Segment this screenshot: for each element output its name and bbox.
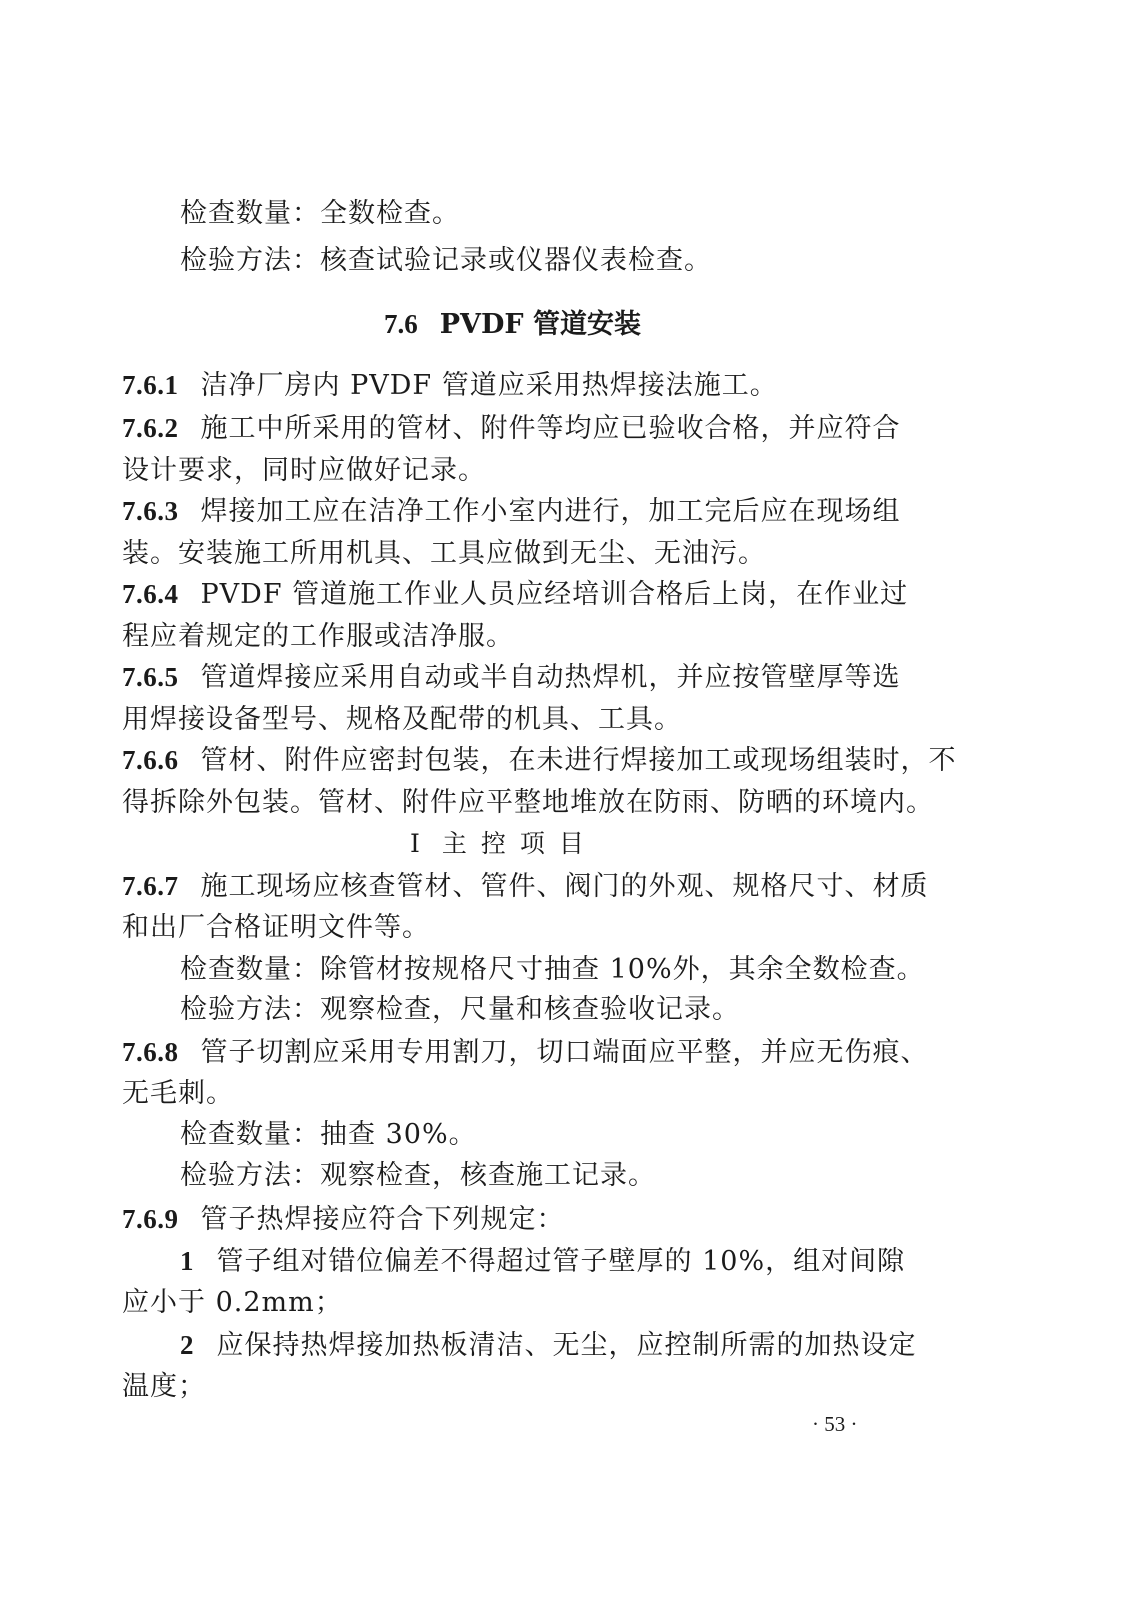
clause-7-6-9-item-2-continued: 温度； — [122, 1371, 206, 1402]
clause-number: 7.6.7 — [122, 871, 179, 901]
check-quantity-text: 检查数量：全数检查。 — [180, 198, 460, 229]
item-text: 应保持热焊接加热板清洁、无尘，应控制所需的加热设定 — [216, 1330, 917, 1361]
item-number: 1 — [180, 1246, 195, 1276]
item-text: 管子组对错位偏差不得超过管子壁厚的 10%，组对间隙 — [216, 1246, 906, 1277]
clause-7-6-7-check-method: 检验方法：观察检查，尺量和核查验收记录。 — [180, 994, 740, 1025]
subsection-title: 主控项目 — [441, 829, 598, 858]
clause-text: PVDF 管道施工作业人员应经培训合格后上岗，在作业过 — [200, 579, 909, 610]
subsection-roman: Ⅰ — [410, 831, 420, 858]
clause-7-6-4 — [122, 578, 908, 611]
clause-number: 7.6.3 — [122, 496, 179, 526]
clause-7-6-9-item-1-continued: 应小于 0.2mm； — [122, 1287, 343, 1318]
clause-7-6-6-continued: 得拆除外包装。管材、附件应平整地堆放在防雨、防晒的环境内。 — [122, 787, 934, 818]
clause-7-6-9 — [122, 1203, 565, 1236]
clause-text: 焊接加工应在洁净工作小室内进行，加工完后应在现场组 — [200, 496, 901, 527]
clause-7-6-5 — [122, 661, 901, 694]
clause-7-6-7 — [122, 870, 929, 903]
clause-7-6-5-continued: 用焊接设备型号、规格及配带的机具、工具。 — [122, 704, 682, 735]
clause-7-6-8-check-method: 检验方法：观察检查，核查施工记录。 — [180, 1160, 656, 1191]
clause-7-6-7-check-quantity: 检查数量：除管材按规格尺寸抽查 10%外，其余全数检查。 — [180, 954, 925, 985]
clause-7-6-6 — [122, 744, 957, 777]
section-number: 7.6 — [384, 309, 418, 339]
clause-number: 7.6.2 — [122, 413, 179, 443]
section-heading — [384, 308, 641, 341]
section-title: PVDF 管道安装 — [439, 309, 641, 340]
check-method-text: 检验方法：核查试验记录或仪器仪表检查。 — [180, 245, 712, 276]
clause-text: 洁净厂房内 PVDF 管道应采用热焊接法施工。 — [200, 370, 778, 401]
clause-number: 7.6.8 — [122, 1037, 179, 1067]
clause-7-6-1 — [122, 369, 778, 402]
clause-7-6-7-continued: 和出厂合格证明文件等。 — [122, 912, 430, 943]
clause-7-6-2-continued: 设计要求，同时应做好记录。 — [122, 455, 486, 486]
clause-text: 管子切割应采用专用割刀，切口端面应平整，并应无伤痕、 — [200, 1037, 929, 1068]
clause-7-6-8-check-quantity: 检查数量：抽查 30%。 — [180, 1119, 477, 1150]
clause-7-6-4-continued: 程应着规定的工作服或洁净服。 — [122, 621, 514, 652]
clause-text: 施工现场应核查管材、管件、阀门的外观、规格尺寸、材质 — [200, 871, 929, 902]
clause-7-6-8 — [122, 1036, 929, 1069]
clause-text: 管道焊接应采用自动或半自动热焊机，并应按管壁厚等选 — [200, 662, 901, 693]
clause-number: 7.6.6 — [122, 745, 179, 775]
clause-number: 7.6.5 — [122, 662, 179, 692]
clause-text: 管子热焊接应符合下列规定： — [200, 1204, 565, 1235]
subsection-heading — [410, 828, 598, 861]
clause-7-6-3-continued: 装。安装施工所用机具、工具应做到无尘、无油污。 — [122, 538, 766, 569]
clause-7-6-9-item-1 — [180, 1245, 905, 1278]
clause-7-6-3 — [122, 495, 901, 528]
item-number: 2 — [180, 1330, 195, 1360]
clause-number: 7.6.1 — [122, 370, 179, 400]
clause-number: 7.6.9 — [122, 1204, 179, 1234]
clause-text: 管材、附件应密封包装，在未进行焊接加工或现场组装时，不 — [200, 745, 957, 776]
clause-text: 施工中所采用的管材、附件等均应已验收合格，并应符合 — [200, 413, 901, 444]
clause-7-6-2 — [122, 412, 901, 445]
clause-number: 7.6.4 — [122, 579, 179, 609]
clause-7-6-8-continued: 无毛刺。 — [122, 1078, 234, 1109]
clause-7-6-9-item-2 — [180, 1329, 917, 1362]
page-number: · 53 · — [812, 1412, 858, 1436]
